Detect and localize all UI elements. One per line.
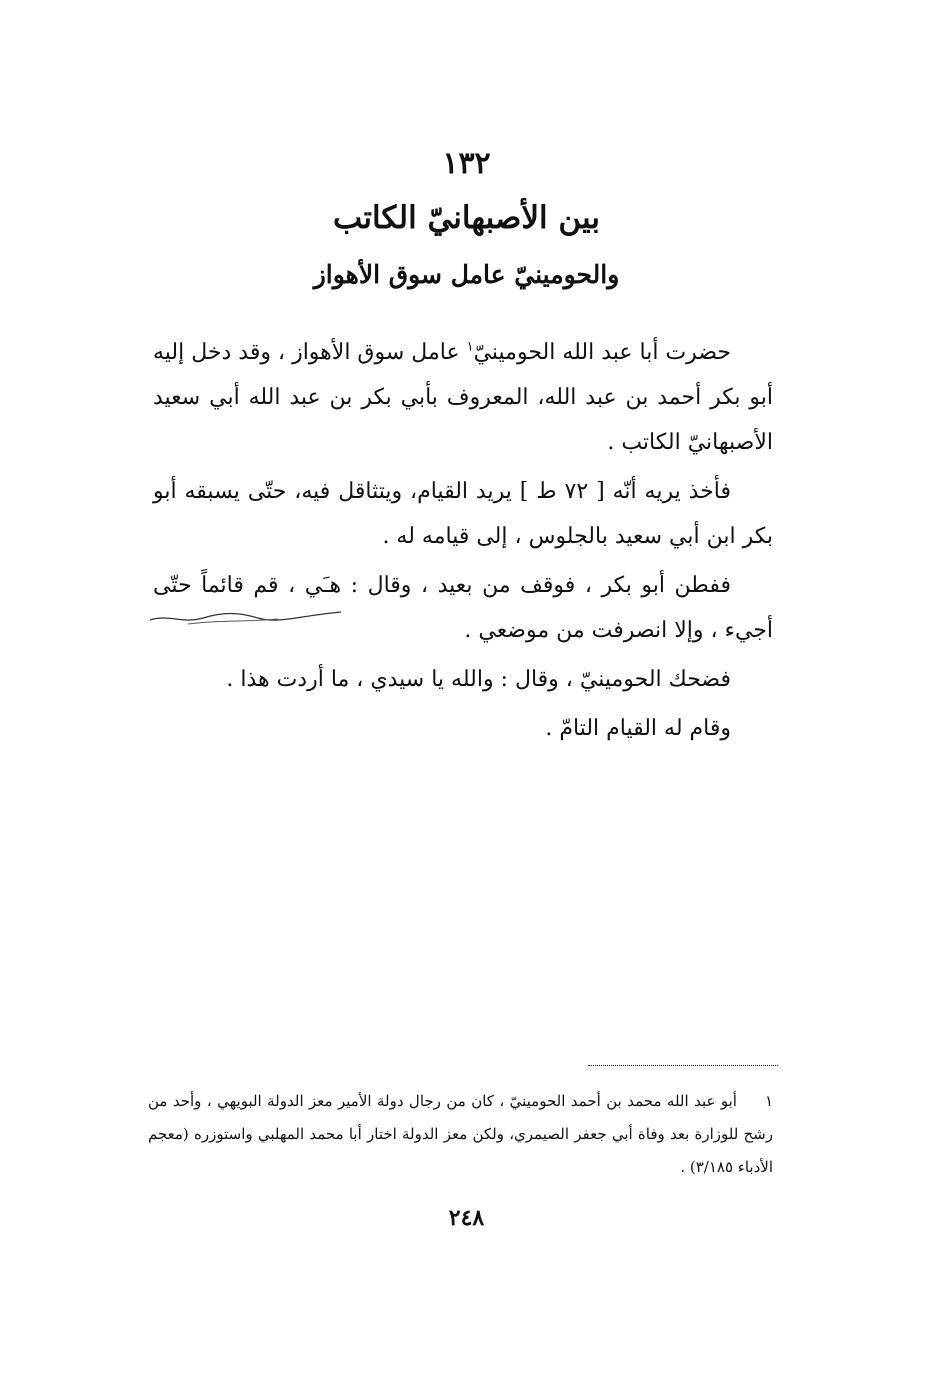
footnotes: [148, 1085, 773, 1184]
chapter-title: بين الأصبهانيّ الكاتب: [332, 200, 601, 236]
page-number: ٢٤٨: [448, 1205, 485, 1231]
chapter-subtitle: والحومينيّ عامل سوق الأهواز: [313, 260, 620, 289]
footnote-separator: [588, 1065, 778, 1066]
paragraph-5: وقام له القيام التامّ .: [545, 716, 731, 741]
footnote-text: أبو عبد الله محمد بن أحمد الحومينيّ ، كان من رجال دولة الأمير معز الدولة البويهي ، وأحد من رشح للوزارة بعد وفاة أبي جعفر الصيمري، ولكن معز الدولة اختار أبا محمد المهلبي واستوزره (معجم الأدباء ٣/١٨٥) .: [148, 1092, 773, 1176]
section-number: ١٣٢: [442, 146, 491, 181]
paragraph-4: فضحك الحومينيّ ، وقال : والله يا سيدي ، ما أردت هذا .: [226, 667, 731, 692]
paragraph-2: فأخذ يريه أنّه [ ٧٢ ط ] يريد القيام، ويتثاقل فيه، حتّى يسبقه أبو بكر ابن أبي سعيد بالجلوس ، إلى قيامه له .: [153, 479, 773, 549]
handwritten-underline-mark: [148, 606, 343, 628]
footnote-reference[interactable]: ١: [466, 339, 474, 355]
paragraph-3: ففطن أبو بكر ، فوقف من بعيد ، وقال : هـَي ، قم قائماً حتّى أجيء ، وإلا انصرفت من موضعي .: [153, 573, 773, 643]
main-text: [153, 330, 773, 755]
footnote-item: [148, 1085, 773, 1184]
footnote-number: ١: [764, 1092, 773, 1110]
paragraph-1: [153, 330, 773, 465]
paragraph-1-end: عامل سوق الأهواز ، وقد دخل إليه أبو بكر أحمد بن عبد الله، المعروف بأبي بكر بن عبد الله أبي سعيد الأصبهانيّ الكاتب .: [153, 340, 773, 455]
paragraph-1-start: حضرت أبا عبد الله الحومينيّ: [473, 340, 731, 365]
